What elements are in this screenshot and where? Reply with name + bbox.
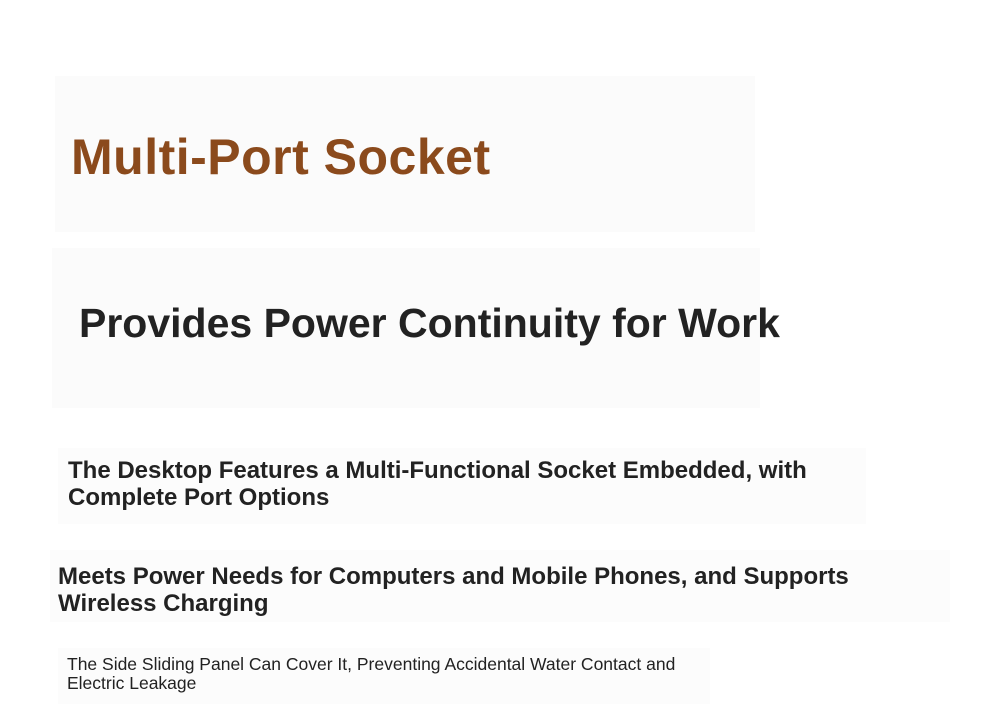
feature-text: The Side Sliding Panel Can Cover It, Preventing Accidental Water Contact and Electric Leakage xyxy=(67,654,676,693)
subtitle-section xyxy=(52,248,780,408)
page-title: Multi-Port Socket xyxy=(71,129,491,185)
feature-item-sliding-panel xyxy=(58,648,710,704)
page-subtitle: Provides Power Continuity for Work xyxy=(79,300,780,346)
title-section xyxy=(55,76,755,232)
feature-text: The Desktop Features a Multi-Functional Socket Embedded, with Complete Port Options xyxy=(68,457,807,511)
feature-item-power-needs xyxy=(50,550,950,622)
feature-text: Meets Power Needs for Computers and Mobile Phones, and Supports Wireless Charging xyxy=(58,563,849,617)
feature-item-ports xyxy=(58,448,866,524)
